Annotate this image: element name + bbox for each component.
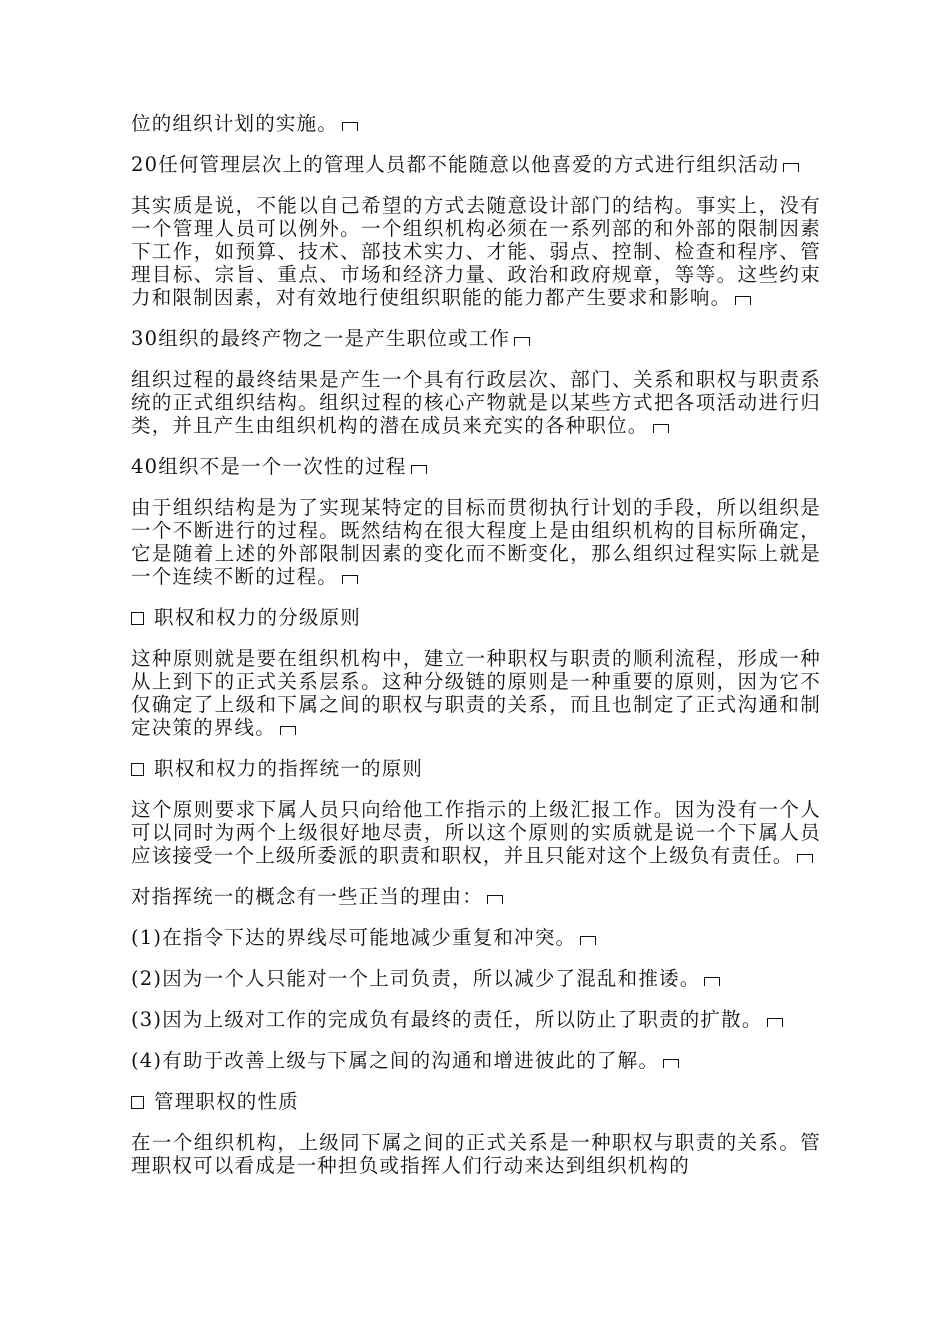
paragraph: 组织过程的最终结果是产生一个具有行政层次、部门、关系和职权与职责系统的正式组织结构。组织过程的核心产物就是以某些方式把各项活动进行归类，并且产生由组织机构的潜在成员来充实的各种职位。 (131, 368, 821, 437)
section-heading: 职权和权力的指挥统一的原则 (131, 757, 821, 780)
paragraph-mark-icon (487, 895, 503, 904)
list-item: (1)在指令下达的界线尽可能地减少重复和冲突。 (131, 926, 821, 949)
paragraph-mark-icon (663, 1059, 679, 1068)
paragraph-mark-icon (342, 575, 358, 584)
paragraph-mark-icon (797, 854, 813, 863)
list-item: (4)有助于改善上级与下属之间的沟通和增进彼此的了解。 (131, 1049, 821, 1072)
paragraph: 位的组织计划的实施。 (131, 112, 821, 135)
checkbox-bullet-icon (131, 612, 144, 625)
list-item: (2)因为一个人只能对一个上司负责，所以减少了混乱和推诿。 (131, 967, 821, 990)
paragraph: 其实质是说，不能以自己希望的方式去随意设计部门的结构。事实上，没有一个管理人员可以例外。一个组织机构必须在一系列部的和外部的限制因素下工作，如预算、技术、部技术实力、才能、弱点、控制、检查和程序、管理目标、宗旨、重点、市场和经济力量、政治和政府规章，等等。这些约束力和限制因素，对有效地行使组织职能的能力都产生要求和影响。 (131, 194, 821, 309)
paragraph: 这种原则就是要在组织机构中，建立一种职权与职责的顺利流程，形成一种从上到下的正式关系层系。这种分级链的原则是一种重要的原则，因为它不仅确定了上级和下属之间的职权与职责的关系，而且也制定了正式沟通和制定决策的界线。 (131, 647, 821, 739)
paragraph-mark-icon (653, 424, 669, 433)
paragraph: 在一个组织机构，上级同下属之间的正式关系是一种职权与职责的关系。管理职权可以看成是一种担负或指挥人们行动来达到组织机构的 (131, 1131, 821, 1177)
paragraph-mark-icon (735, 296, 751, 305)
paragraph: 这个原则要求下属人员只向给他工作指示的上级汇报工作。因为没有一个人可以同时为两个上级很好地尽责，所以这个原则的实质就是说一个下属人员应该接受一个上级所委派的职责和职权，并且只能对这个上级负有责任。 (131, 798, 821, 867)
paragraph: 由于组织结构是为了实现某特定的目标而贯彻执行计划的手段，所以组织是一个不断进行的过程。既然结构在很大程度上是由组织机构的目标所确定，它是随着上述的外部限制因素的变化而不断变化，那么组织过程实际上就是一个连续不断的过程。 (131, 496, 821, 588)
paragraph-mark-icon (767, 1018, 783, 1027)
checkbox-bullet-icon (131, 763, 144, 776)
paragraph-mark-icon (342, 122, 358, 131)
section-heading: 管理职权的性质 (131, 1090, 821, 1113)
checkbox-bullet-icon (131, 1096, 144, 1109)
section-heading: 职权和权力的分级原则 (131, 606, 821, 629)
paragraph-mark-icon (411, 465, 427, 474)
list-item: (3)因为上级对工作的完成负有最终的责任，所以防止了职责的扩散。 (131, 1008, 821, 1031)
paragraph: 40组织不是一个一次性的过程 (131, 455, 821, 478)
paragraph: 20任何管理层次上的管理人员都不能随意以他喜爱的方式进行组织活动 (131, 153, 821, 176)
paragraph-mark-icon (580, 936, 596, 945)
paragraph-mark-icon (514, 337, 530, 346)
paragraph: 30组织的最终产物之一是产生职位或工作 (131, 327, 821, 350)
paragraph-mark-icon (783, 163, 799, 172)
paragraph-mark-icon (280, 726, 296, 735)
paragraph-mark-icon (704, 977, 720, 986)
document-body (131, 112, 821, 1195)
paragraph: 对指挥统一的概念有一些正当的理由： (131, 885, 821, 908)
